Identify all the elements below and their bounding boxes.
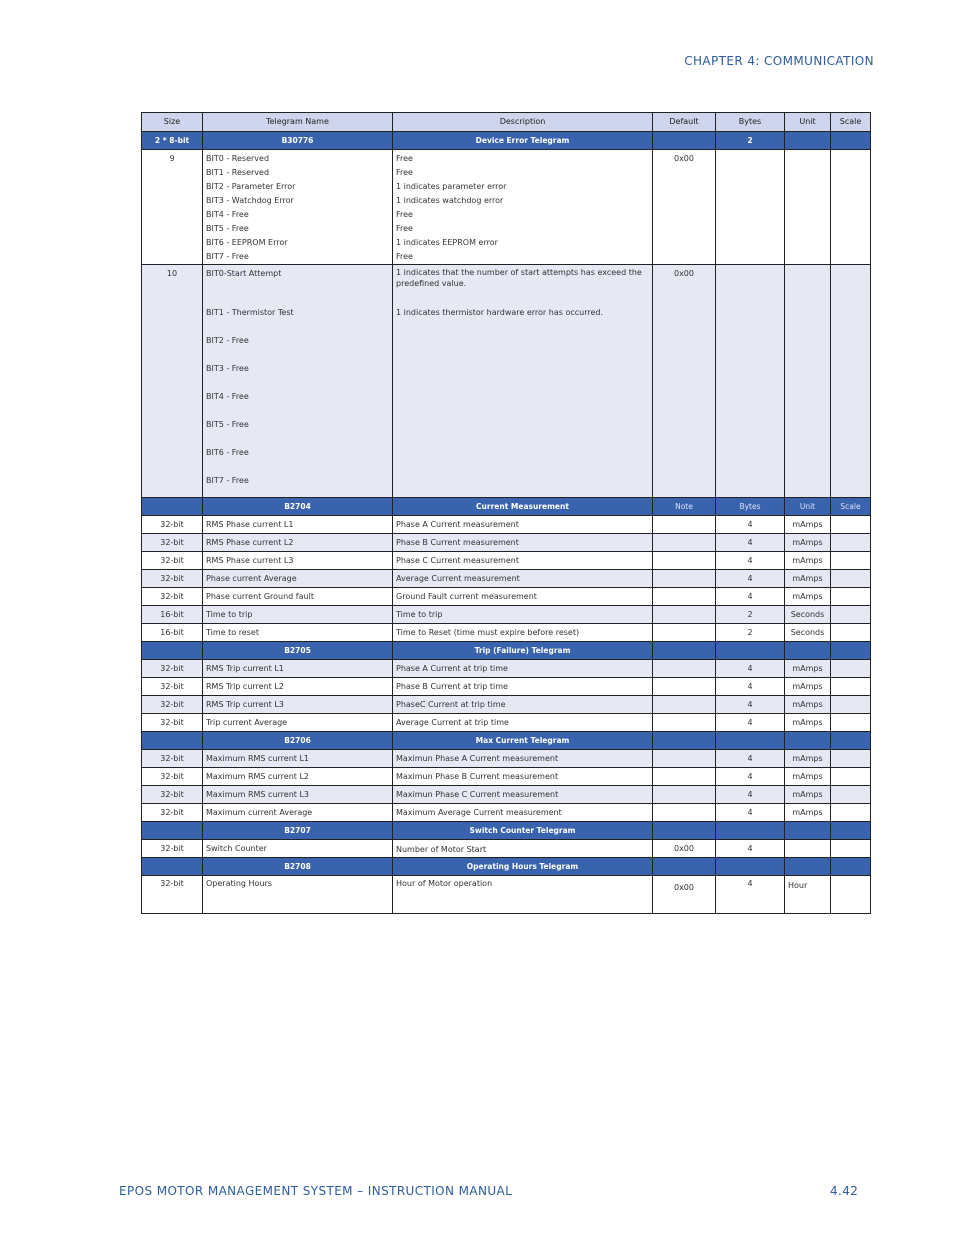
table-row xyxy=(142,570,871,588)
row-size: 32-bit xyxy=(142,768,203,786)
row-name: RMS Phase current L3 xyxy=(203,552,393,570)
row-size: 32-bit xyxy=(142,534,203,552)
table-row xyxy=(142,516,871,534)
row-name: Time to trip xyxy=(203,606,393,624)
bit-desc: Free xyxy=(396,168,413,177)
row-unit: mAmps xyxy=(785,804,831,822)
row-name: Phase current Ground fault xyxy=(203,588,393,606)
row-name: Maximum RMS current L2 xyxy=(203,768,393,786)
table-row xyxy=(142,786,871,804)
table-row xyxy=(142,678,871,696)
table-row xyxy=(142,696,871,714)
row-bit-names xyxy=(203,150,393,265)
row-name: RMS Phase current L1 xyxy=(203,516,393,534)
row-description: Maximun Phase A Current measurement xyxy=(393,750,653,768)
bit-desc: predefined value. xyxy=(396,279,467,288)
row-bytes: 2 xyxy=(716,624,785,642)
row-unit: mAmps xyxy=(785,678,831,696)
bit-name: BIT4 - Free xyxy=(206,392,249,401)
section-description: Operating Hours Telegram xyxy=(393,858,653,876)
row-size: 32-bit xyxy=(142,678,203,696)
row-size: 9 xyxy=(142,150,203,265)
footer-page-number: 4.42 xyxy=(830,1184,859,1198)
section-name: B30776 xyxy=(203,132,393,150)
bit-name: BIT1 - Reserved xyxy=(206,168,270,177)
table-row xyxy=(142,768,871,786)
row-bytes: 2 xyxy=(716,606,785,624)
table-row xyxy=(142,534,871,552)
row-size: 32-bit xyxy=(142,750,203,768)
row-name: Maximum current Average xyxy=(203,804,393,822)
row-size: 32-bit xyxy=(142,840,203,858)
row-size: 32-bit xyxy=(142,552,203,570)
row-bytes: 4 xyxy=(716,714,785,732)
row-name: RMS Phase current L2 xyxy=(203,534,393,552)
table-row xyxy=(142,588,871,606)
row-bytes: 4 xyxy=(716,804,785,822)
section-name: B2708 xyxy=(203,858,393,876)
row-bit-descriptions xyxy=(393,265,653,498)
row-size: 32-bit xyxy=(142,570,203,588)
col-unit: Unit xyxy=(785,113,831,132)
row-description: Time to trip xyxy=(393,606,653,624)
section-description: Current Measurement xyxy=(393,498,653,516)
bit-name: BIT0-Start Attempt xyxy=(206,269,282,278)
row-description: Phase B Current at trip time xyxy=(393,678,653,696)
telegram-table xyxy=(141,112,871,914)
section-scale: Scale xyxy=(831,498,871,516)
row-bytes: 4 xyxy=(716,840,785,858)
row-name: RMS Trip current L2 xyxy=(203,678,393,696)
row-unit: mAmps xyxy=(785,534,831,552)
bit-name: BIT7 - Free xyxy=(206,252,249,261)
bit-desc: Free xyxy=(396,224,413,233)
row-unit: Seconds xyxy=(785,606,831,624)
section-row-b2704 xyxy=(142,498,871,516)
row-bytes: 4 xyxy=(716,696,785,714)
row-name: Operating Hours xyxy=(203,876,393,914)
row-bytes: 4 xyxy=(716,678,785,696)
section-bytes: Bytes xyxy=(716,498,785,516)
row-unit: Seconds xyxy=(785,624,831,642)
table-row xyxy=(142,714,871,732)
bit-name: BIT3 - Watchdog Error xyxy=(206,196,294,205)
row-name: Trip current Average xyxy=(203,714,393,732)
row-bit-descriptions xyxy=(393,150,653,265)
row-description: Average Current measurement xyxy=(393,570,653,588)
bit-name: BIT0 - Reserved xyxy=(206,154,270,163)
row-unit: mAmps xyxy=(785,786,831,804)
section-description: Trip (Failure) Telegram xyxy=(393,642,653,660)
bit-desc: Free xyxy=(396,154,413,163)
row-size: 10 xyxy=(142,265,203,498)
row-unit: Hour xyxy=(785,876,831,914)
row-unit: mAmps xyxy=(785,570,831,588)
table-row xyxy=(142,804,871,822)
row-description: Average Current at trip time xyxy=(393,714,653,732)
row-bytes: 4 xyxy=(716,552,785,570)
bit-desc: Free xyxy=(396,252,413,261)
row-description: Maximum Average Current measurement xyxy=(393,804,653,822)
table-row xyxy=(142,150,871,265)
row-default: 0x00 xyxy=(653,876,716,914)
col-bytes: Bytes xyxy=(716,113,785,132)
row-bytes: 4 xyxy=(716,570,785,588)
row-description: Hour of Motor operation xyxy=(393,876,653,914)
row-bytes: 4 xyxy=(716,534,785,552)
row-size: 32-bit xyxy=(142,696,203,714)
row-default: 0x00 xyxy=(653,150,716,265)
row-size: 16-bit xyxy=(142,606,203,624)
row-default: 0x00 xyxy=(653,840,716,858)
bit-desc: 1 indicates EEPROM error xyxy=(396,238,498,247)
row-unit: mAmps xyxy=(785,768,831,786)
section-row-b30776 xyxy=(142,132,871,150)
table-row xyxy=(142,750,871,768)
table-row xyxy=(142,552,871,570)
col-size: Size xyxy=(142,113,203,132)
row-size: 32-bit xyxy=(142,516,203,534)
row-size: 32-bit xyxy=(142,714,203,732)
section-name: B2707 xyxy=(203,822,393,840)
bit-name: BIT6 - Free xyxy=(206,448,249,457)
row-description: PhaseC Current at trip time xyxy=(393,696,653,714)
row-size: 32-bit xyxy=(142,876,203,914)
bit-name: BIT2 - Parameter Error xyxy=(206,182,296,191)
row-bytes: 4 xyxy=(716,750,785,768)
section-bytes: 2 xyxy=(716,132,785,150)
bit-name: BIT1 - Thermistor Test xyxy=(206,308,294,317)
row-name: Maximum RMS current L1 xyxy=(203,750,393,768)
table-row xyxy=(142,265,871,498)
bit-name: BIT6 - EEPROM Error xyxy=(206,238,288,247)
row-bytes: 4 xyxy=(716,516,785,534)
col-telegram-name: Telegram Name xyxy=(203,113,393,132)
row-description: Number of Motor Start xyxy=(393,840,653,858)
section-unit: Unit xyxy=(785,498,831,516)
section-name: B2704 xyxy=(203,498,393,516)
row-name: Maximum RMS current L3 xyxy=(203,786,393,804)
bit-name: BIT5 - Free xyxy=(206,420,249,429)
table-row xyxy=(142,660,871,678)
row-size: 16-bit xyxy=(142,624,203,642)
section-note: Note xyxy=(653,498,716,516)
bit-name: BIT2 - Free xyxy=(206,336,249,345)
table-row xyxy=(142,606,871,624)
row-bytes: 4 xyxy=(716,786,785,804)
chapter-header: CHAPTER 4: COMMUNICATION xyxy=(684,54,874,68)
row-name: RMS Trip current L1 xyxy=(203,660,393,678)
row-description: Phase A Current measurement xyxy=(393,516,653,534)
row-unit: mAmps xyxy=(785,660,831,678)
bit-name: BIT5 - Free xyxy=(206,224,249,233)
section-row-b2707 xyxy=(142,822,871,840)
bit-desc: 1 indicates thermistor hardware error has occurred. xyxy=(396,308,604,317)
row-size: 32-bit xyxy=(142,660,203,678)
row-default: 0x00 xyxy=(653,265,716,498)
col-description: Description xyxy=(393,113,653,132)
table-header-row xyxy=(142,113,871,132)
row-unit: mAmps xyxy=(785,696,831,714)
row-name: Phase current Average xyxy=(203,570,393,588)
section-description: Switch Counter Telegram xyxy=(393,822,653,840)
table-row xyxy=(142,840,871,858)
col-scale: Scale xyxy=(831,113,871,132)
row-unit: mAmps xyxy=(785,750,831,768)
bit-name: BIT7 - Free xyxy=(206,476,249,485)
bit-desc: Free xyxy=(396,210,413,219)
row-unit: mAmps xyxy=(785,516,831,534)
bit-name: BIT4 - Free xyxy=(206,210,249,219)
row-name: Switch Counter xyxy=(203,840,393,858)
row-unit: mAmps xyxy=(785,714,831,732)
row-bytes: 4 xyxy=(716,768,785,786)
row-description: Maximun Phase B Current measurement xyxy=(393,768,653,786)
row-bit-names xyxy=(203,265,393,498)
row-unit: mAmps xyxy=(785,552,831,570)
row-name: Time to reset xyxy=(203,624,393,642)
section-row-b2708 xyxy=(142,858,871,876)
bit-desc: 1 indicates that the number of start attempts has exceed the xyxy=(396,268,642,277)
row-bytes: 4 xyxy=(716,876,785,914)
section-name: B2705 xyxy=(203,642,393,660)
footer-manual-title: EPOS MOTOR MANAGEMENT SYSTEM – INSTRUCTION MANUAL xyxy=(119,1184,513,1198)
row-size: 32-bit xyxy=(142,804,203,822)
section-description: Max Current Telegram xyxy=(393,732,653,750)
row-bytes: 4 xyxy=(716,660,785,678)
bit-desc: 1 indicates parameter error xyxy=(396,182,507,191)
row-size: 32-bit xyxy=(142,786,203,804)
row-description: Time to Reset (time must expire before reset) xyxy=(393,624,653,642)
section-name: B2706 xyxy=(203,732,393,750)
table-row xyxy=(142,624,871,642)
table-row xyxy=(142,876,871,914)
row-description: Phase C Current measurement xyxy=(393,552,653,570)
row-bytes: 4 xyxy=(716,588,785,606)
row-description: Ground Fault current measurement xyxy=(393,588,653,606)
row-name: RMS Trip current L3 xyxy=(203,696,393,714)
section-row-b2705 xyxy=(142,642,871,660)
col-default: Default xyxy=(653,113,716,132)
bit-name: BIT3 - Free xyxy=(206,364,249,373)
row-unit: mAmps xyxy=(785,588,831,606)
section-row-b2706 xyxy=(142,732,871,750)
row-description: Phase B Current measurement xyxy=(393,534,653,552)
section-size: 2 * 8-bit xyxy=(142,132,203,150)
row-description: Maximun Phase C Current measurement xyxy=(393,786,653,804)
row-description: Phase A Current at trip time xyxy=(393,660,653,678)
section-description: Device Error Telegram xyxy=(393,132,653,150)
bit-desc: 1 indicates watchdog error xyxy=(396,196,504,205)
row-unit xyxy=(785,840,831,858)
row-size: 32-bit xyxy=(142,588,203,606)
